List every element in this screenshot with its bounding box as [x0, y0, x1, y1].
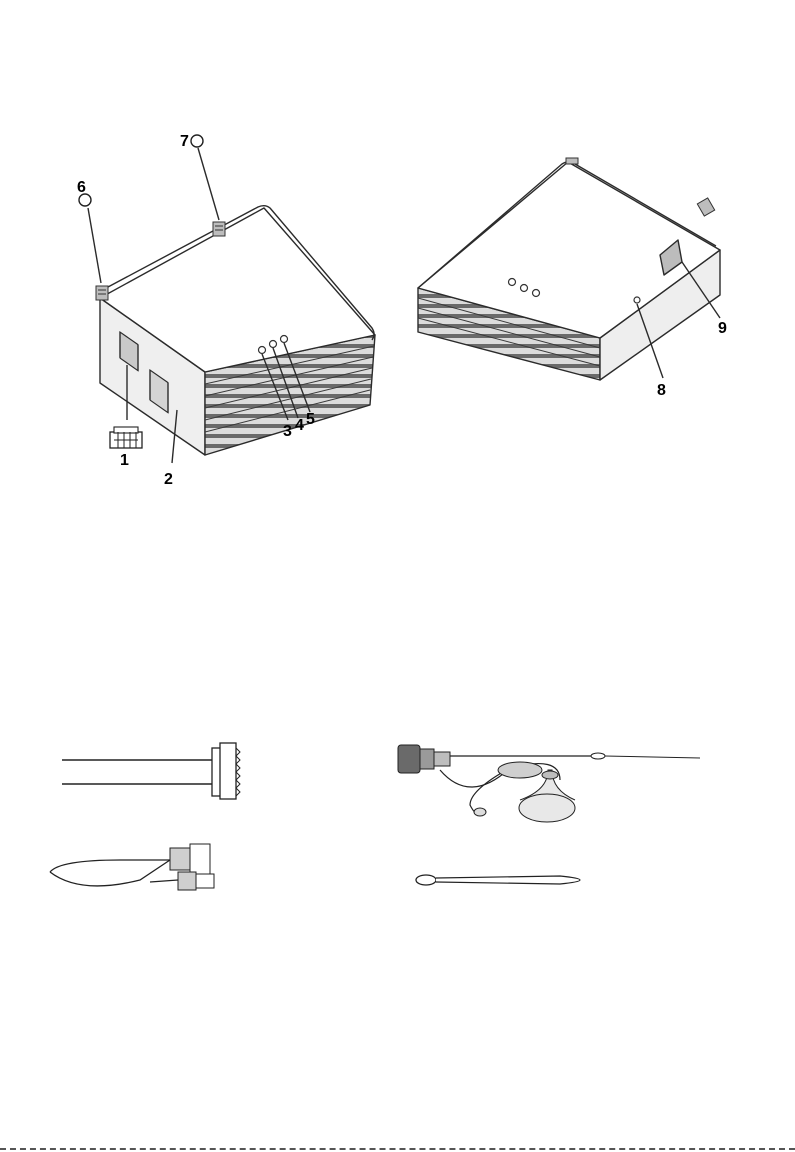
callout-2: 2 — [164, 471, 173, 488]
callout-3: 3 — [283, 423, 292, 440]
accessory-antenna-rod — [416, 875, 580, 885]
rear-led-a — [509, 279, 516, 286]
accessory-ribbon-cable — [62, 743, 240, 799]
callout-8: 8 — [657, 382, 666, 399]
callout-7: 7 — [180, 133, 189, 150]
reset-hole-8 — [634, 297, 640, 303]
led-4 — [270, 341, 277, 348]
device-rear-view — [418, 158, 727, 399]
device-front-view — [77, 133, 375, 488]
accessory-coax-cable — [50, 844, 214, 890]
page-bottom-rule — [0, 1148, 795, 1150]
antenna-connector-6 — [96, 286, 108, 300]
led-3 — [259, 347, 266, 354]
antenna-connector-7 — [213, 222, 225, 236]
callout-1: 1 — [120, 452, 129, 469]
connector-pin-icon — [110, 427, 142, 448]
rear-antenna-connector — [697, 198, 714, 216]
rear-top-nub — [566, 158, 578, 164]
leader-7 — [198, 148, 219, 220]
callout-4: 4 — [295, 417, 304, 434]
callout-5: 5 — [306, 411, 315, 428]
callout-9: 9 — [718, 320, 727, 337]
rear-led-b — [521, 285, 528, 292]
leader-6 — [88, 208, 101, 283]
nut-icon-7 — [191, 135, 203, 147]
rear-led-c — [533, 290, 540, 297]
led-5 — [281, 336, 288, 343]
callout-6: 6 — [77, 179, 86, 196]
accessory-antenna-magnetic-base — [398, 745, 700, 822]
